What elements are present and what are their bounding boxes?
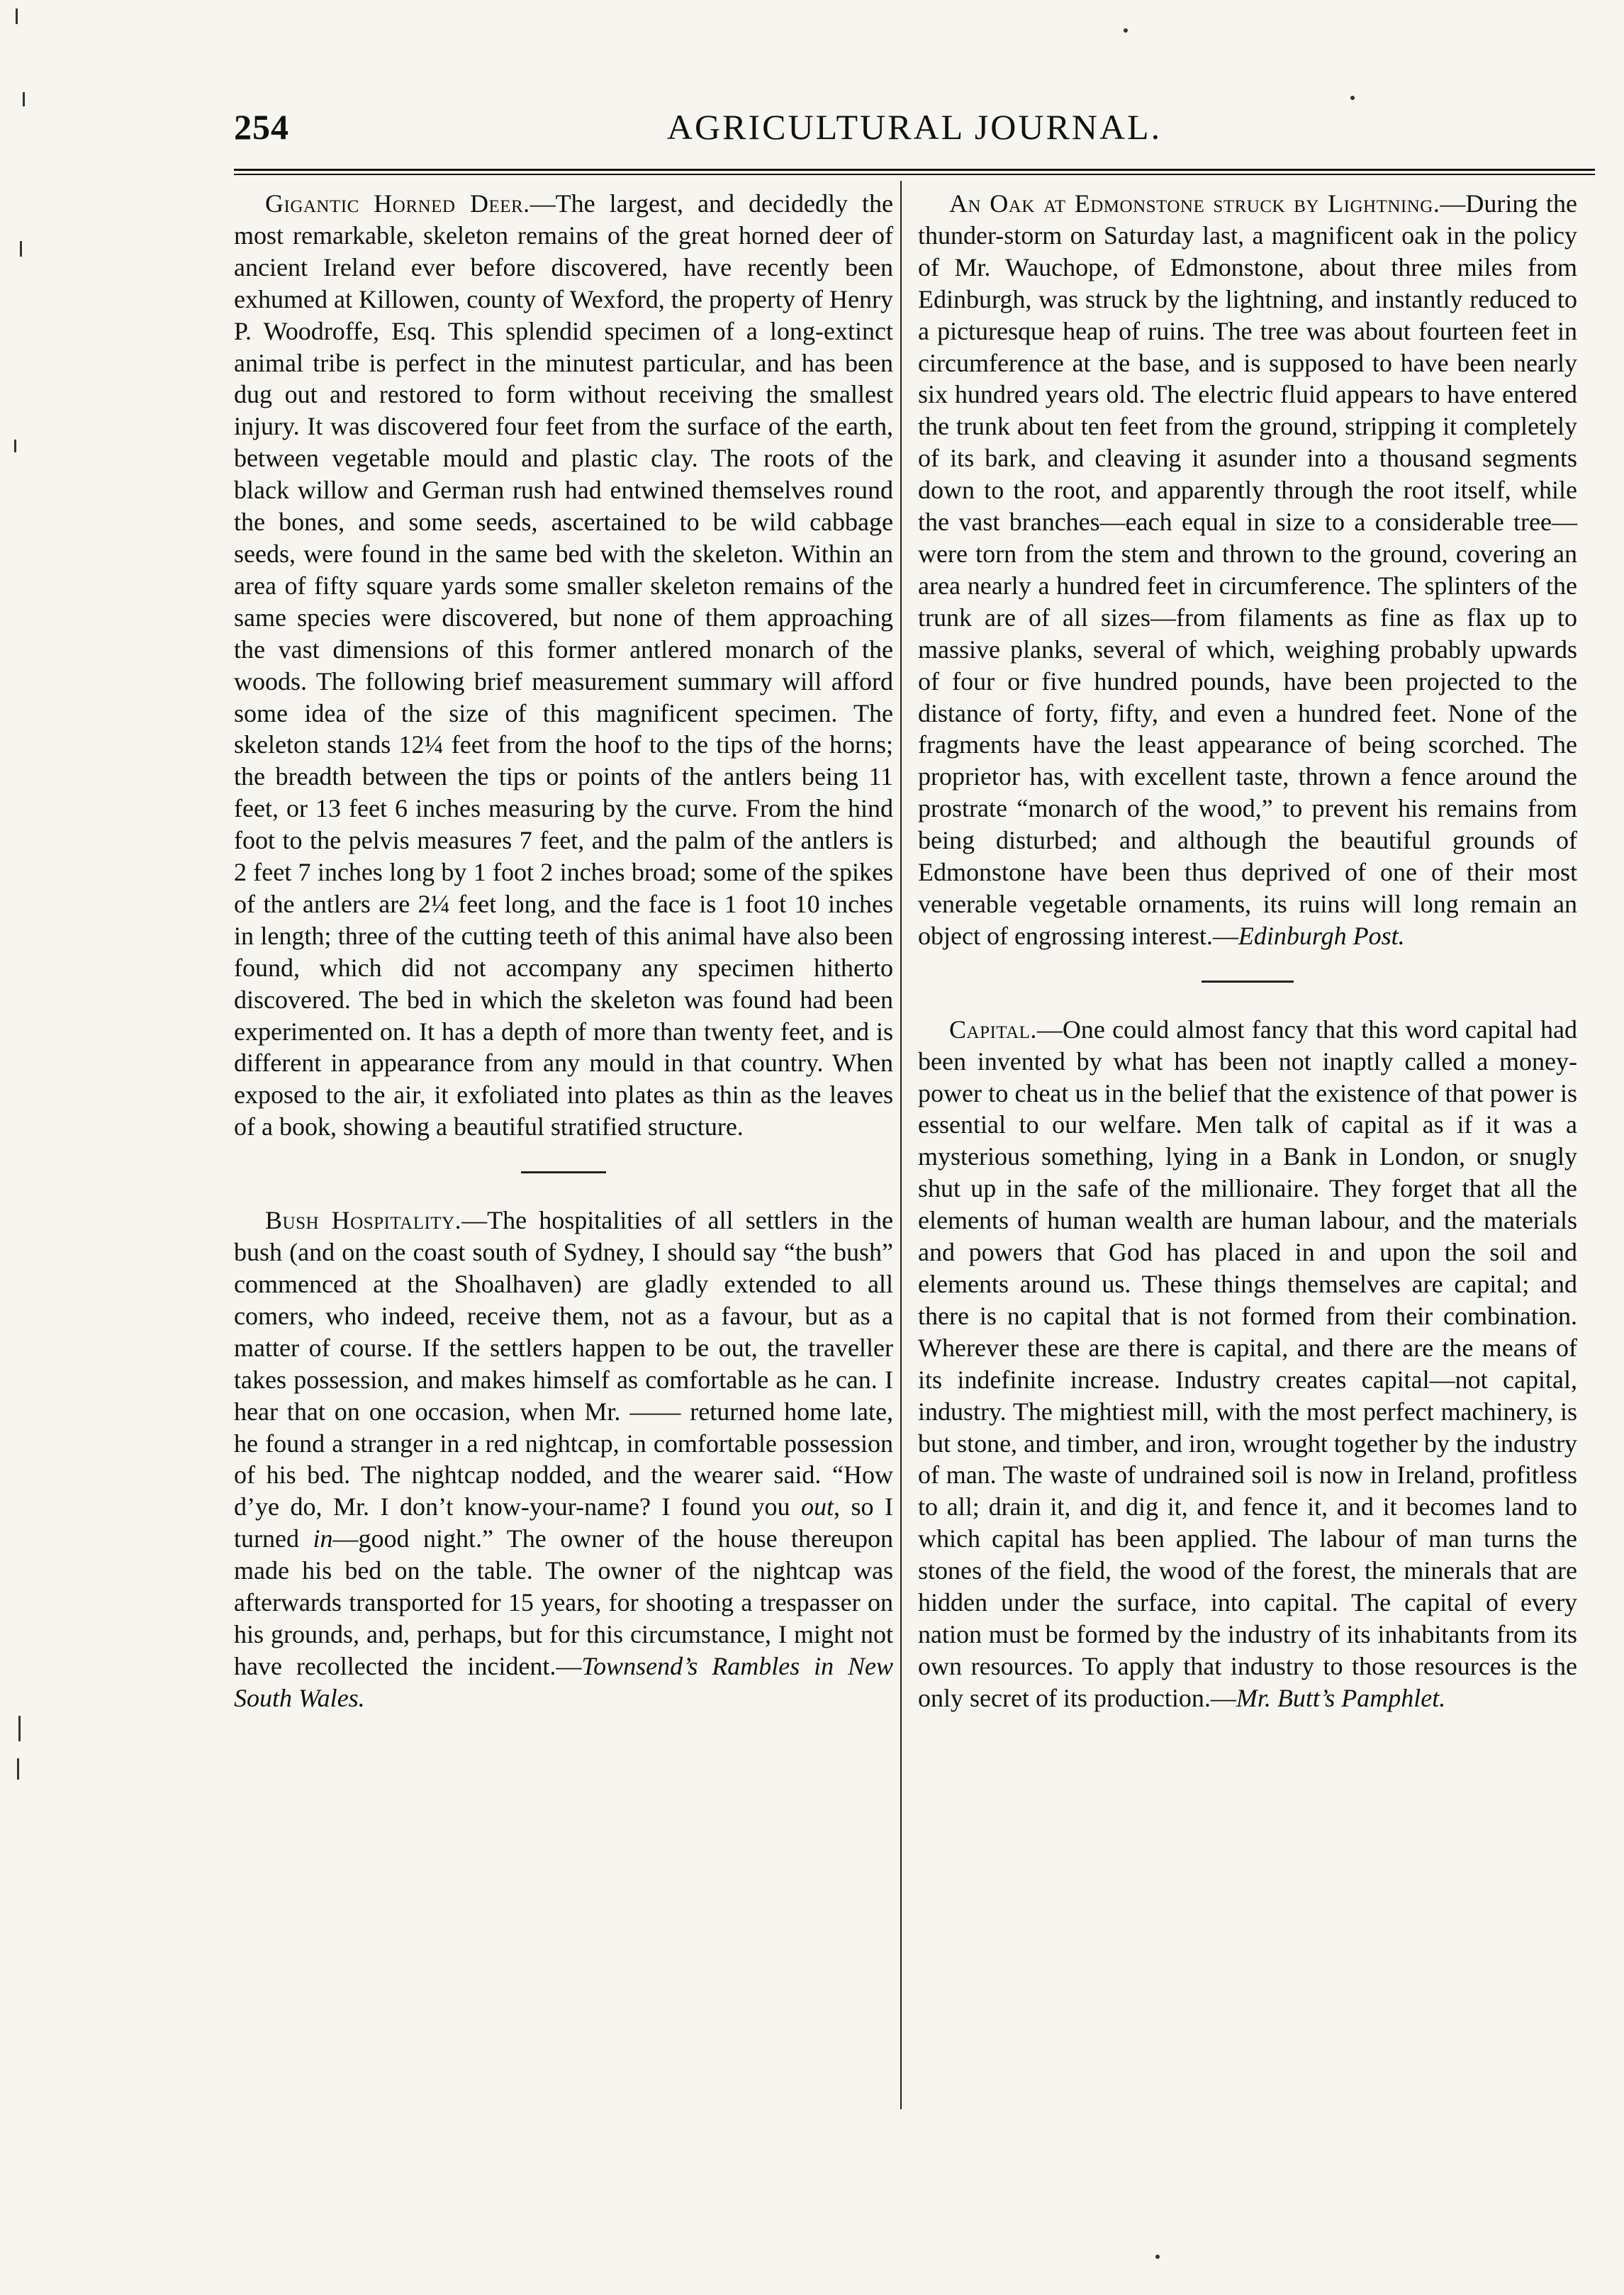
- running-title: AGRICULTURAL JOURNAL.: [666, 107, 1163, 147]
- article-oak-edmonstone: [918, 188, 1577, 952]
- margin-mark: [14, 440, 16, 452]
- page-number: 254: [234, 107, 289, 147]
- article-body: —One could almost fancy that this word capital had been invented by what has been not inaptly called a money-power to cheat us in the belief that the existence of that power is essential to our welfare. Men talk of capital as if it was a mysterious something, lying in a Bank in London, or snugly shut up in the safe of the millionaire. They forget that all the elements of human wealth are human labour, and the materials and powers that God has placed in and upon the soil and elements around us. These things themselves are capital; and there is no capital that is not formed from their combination. Wherever these are there is capital, and there are the means of its indefinite increase. Industry creates capital—not capital, industry. The mightiest mill, with the most perfect machinery, is but stone, and timber, and iron, wrought together by the industry of man. The waste of undrained soil is now in Ireland, profitless to all; drain it, and dig it, and fence it, and it becomes land to which capital has been applied. The labour of man turns the stones of the field, the wood of the forest, the minerals that are hidden under the surface, into capital. The capital of every nation must be formed by the industry of its inhabitants from its own resources. To apply that industry to those resources is the only secret of its production.—: [918, 1015, 1577, 1712]
- margin-mark: [18, 1716, 21, 1741]
- header-rule: [234, 169, 1595, 171]
- italic-word: in: [313, 1524, 333, 1553]
- article-separator: [1202, 981, 1294, 983]
- article-gigantic-horned-deer: [234, 188, 893, 1143]
- article-capital: [918, 1014, 1577, 1714]
- article-bush-hospitality: [234, 1205, 893, 1714]
- right-column: [918, 188, 1577, 1714]
- article-body: —The largest, and decidedly the most remarkable, skeleton remains of the great horned deer of ancient Ireland ever before discovered, have recently been exhumed at Killowen, county of Wexford, the property of Henry P. Woodroffe, Esq. This splendid specimen of a long-extinct animal tribe is perfect in the minutest particular, and has been dug out and restored to form without receiving the smallest injury. It was discovered four feet from the surface of the earth, between vegetable mould and plastic clay. The roots of the black willow and German rush had entwined themselves round the bones, and some seeds, ascertained to be wild cabbage seeds, were found in the same bed with the skeleton. Within an area of fifty square yards some smaller skeleton remains of the same species were discovered, but none of them approaching the vast dimensions of this former antlered monarch of the woods. The following brief measurement summary will afford some idea of the size of this magnificent specimen. The skeleton stands 12¼ feet from the hoof to the tips of the horns; the breadth between the tips or points of the antlers being 11 feet, or 13 feet 6 inches measuring by the curve. From the hind foot to the pelvis measures 7 feet, and the palm of the antlers is 2 feet 7 inches long by 1 foot 2 inches broad; some of the spikes of the antlers are 2¼ feet long, and the face is 1 foot 10 inches in length; three of the cutting teeth of this animal have also been found, which did not accompany any specimen hitherto discovered. The bed in which the skeleton was found had been experimented on. It has a depth of more than twenty feet, and is different in appearance from any mould in that country. When exposed to the air, it exfoliated into plates as thin as the leaves of a book, showing a beautiful stratified structure.: [234, 189, 893, 1141]
- column-divider: [900, 181, 902, 2109]
- article-heading: An Oak at Edmonstone struck by Lightning.: [949, 189, 1440, 218]
- article-heading: Capital.: [949, 1015, 1037, 1044]
- margin-mark: [17, 1758, 19, 1780]
- margin-dot: [1350, 96, 1355, 100]
- article-source: Mr. Butt’s Pamphlet.: [1236, 1683, 1446, 1712]
- article-source: Edinburgh Post.: [1238, 921, 1405, 950]
- margin-mark: [20, 241, 22, 257]
- italic-word: out: [800, 1492, 834, 1521]
- margin-dot: [1155, 2255, 1160, 2259]
- article-body: —good night.” The owner of the house thereupon made his bed on the table. The owner of the nightcap was afterwards transported for 15 years, for shooting a trespasser on his grounds, and, perhaps, but for this circumstance, I might not have recollected the incident.—: [234, 1524, 894, 1680]
- article-body: —During the thunder-storm on Saturday last, a magnificent oak in the policy of Mr. Wauchope, of Edmonstone, about three miles from Edinburgh, was struck by the lightning, and instantly reduced to a picturesque heap of ruins. The tree was about fourteen feet in circumference at the base, and is supposed to have been nearly six hundred years old. The electric fluid appears to have entered the trunk about ten feet from the ground, stripping it completely of its bark, and cleaving it asunder into a thousand segments down to the root, and apparently through the root itself, while the vast branches—each equal in size to a considerable tree—were torn from the stem and thrown to the ground, covering an area nearly a hundred feet in circumference. The splinters of the trunk are of all sizes—from filaments as fine as flax up to massive planks, several of which, weighing probably upwards of four or five hundred pounds, have been projected to the distance of forty, fifty, and even a hundred feet. None of the fragments have the least appearance of being scorched. The proprietor has, with excellent taste, thrown a fence around the prostrate “monarch of the wood,” to prevent his remains from being disturbed; and although the beautiful grounds of Edmonstone have been thus deprived of one of their most venerable vegetable ornaments, its ruins will long remain an object of engrossing interest.—: [918, 189, 1577, 950]
- article-body: —The hospitalities of all settlers in the bush (and on the coast south of Sydney, I should say “the bush” commenced at the Shoalhaven) are gladly extended to all comers, who indeed, receive them, not as a favour, but as a matter of course. If the settlers happen to be out, the traveller takes possession, and makes himself as comfortable as he can. I hear that on one occasion, when Mr. —— returned home late, he found a stranger in a red nightcap, in comfortable possession of his bed. The nightcap nodded, and the wearer said. “How d’ye do, Mr. I don’t know-your-name? I found you: [234, 1206, 893, 1521]
- left-column: [234, 188, 893, 1714]
- margin-mark: [23, 92, 25, 106]
- article-source: Townsend’s Rambles in New South Wales.: [234, 1651, 893, 1712]
- margin-mark: [16, 9, 18, 24]
- article-heading: Bush Hospitality.: [265, 1206, 462, 1235]
- article-body: , so I turned: [234, 1492, 894, 1553]
- page-header: [234, 106, 1595, 163]
- article-heading: Gigantic Horned Deer.: [265, 189, 530, 218]
- margin-dot: [1124, 28, 1128, 33]
- article-separator: [521, 1171, 606, 1173]
- header-rule-thin: [234, 174, 1595, 175]
